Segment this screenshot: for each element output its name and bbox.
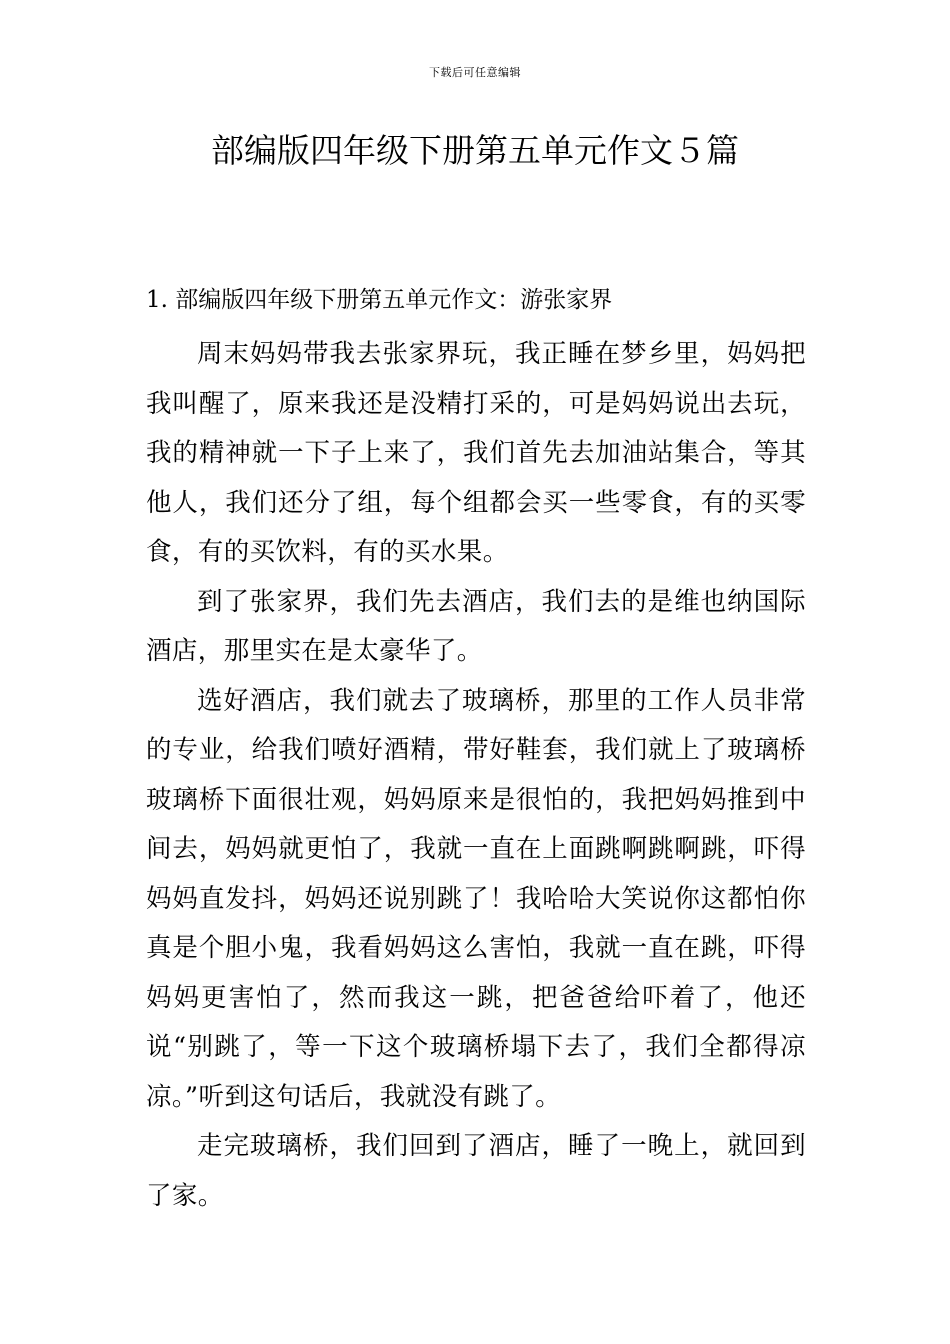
document-body [146, 282, 806, 1221]
document-title: 部编版四年级下册第五单元作文５篇 [211, 131, 739, 170]
section-heading: 1. 部编版四年级下册第五单元作文：游张家界 [146, 287, 613, 313]
paragraph-4: 走完玻璃桥，我们回到了酒店，睡了一晚上，就回到了家。 [146, 1131, 806, 1211]
paragraph-2: 到了张家界，我们先去酒店，我们去的是维也纳国际酒店，那里实在是太豪华了。 [146, 586, 806, 666]
header-note: 下载后可任意编辑 [429, 66, 521, 79]
paragraph-1: 周末妈妈带我去张家界玩，我正睡在梦乡里，妈妈把我叫醒了，原来我还是没精打采的，可是妈妈说出去玩，我的精神就一下子上来了，我们首先去加油站集合，等其他人，我们还分了组，每个组都会买一些零食，有的买零食，有的买饮料，有的买水果。 [146, 339, 806, 567]
paragraph-3: 选好酒店，我们就去了玻璃桥，那里的工作人员非常的专业，给我们喷好酒精，带好鞋套，我们就上了玻璃桥玻璃桥下面很壮观，妈妈原来是很怕的，我把妈妈推到中间去，妈妈就更怕了，我就一直在上面跳啊跳啊跳，吓得妈妈直发抖，妈妈还说别跳了！我哈哈大笑说你这都怕你真是个胆小鬼，我看妈妈这么害怕，我就一直在跳，吓得妈妈更害怕了，然而我这一跳，把爸爸给吓着了，他还说“别跳了，等一下这个玻璃桥塌下去了，我们全都得凉凉。”听到这句话后，我就没有跳了。 [146, 685, 806, 1112]
